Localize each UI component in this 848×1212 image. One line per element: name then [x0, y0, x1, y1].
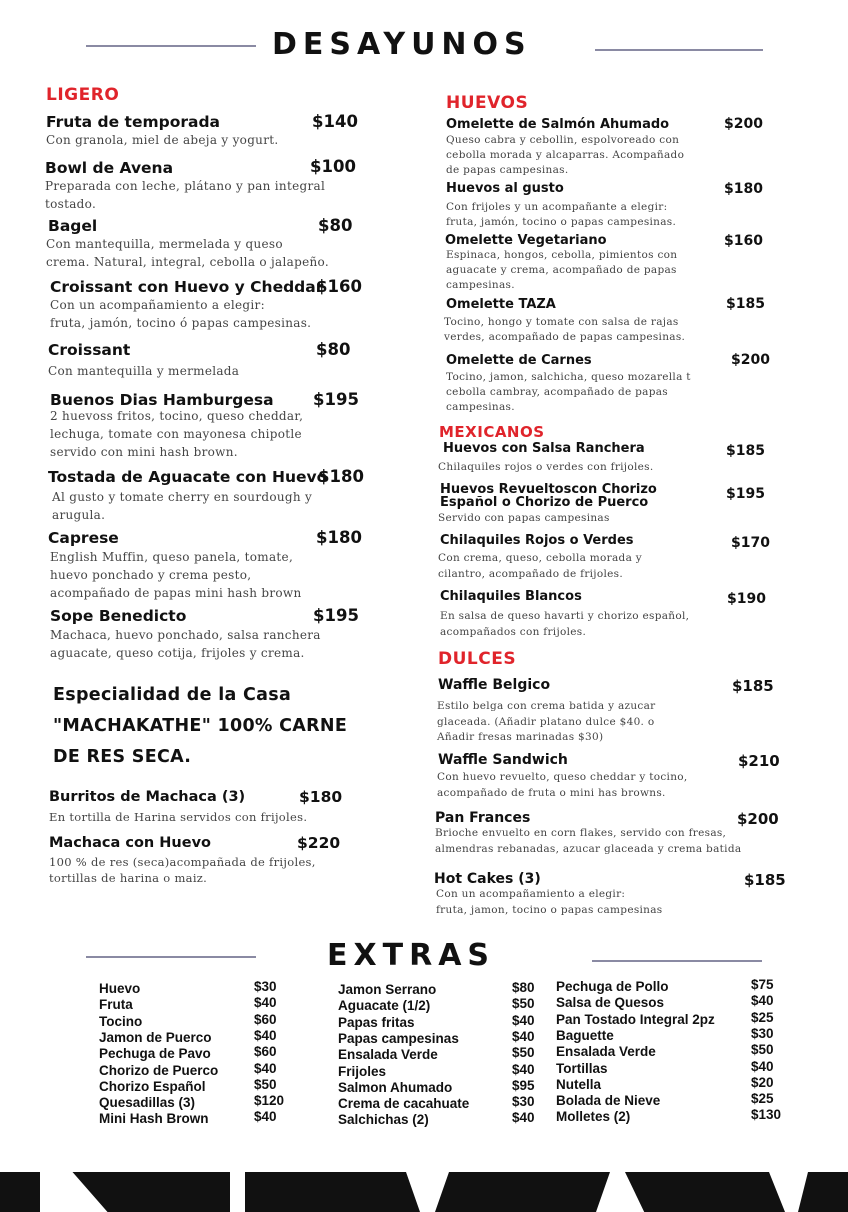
menu-item-price: $195	[313, 390, 359, 409]
extra-item-name: Papas campesinas	[338, 1030, 459, 1046]
menu-item-name: Huevos Revueltoscon Chorizo Español o Chorizo de Puerco	[440, 482, 657, 510]
menu-item-price: $185	[744, 871, 786, 889]
menu-item-name: Chilaquiles Blancos	[440, 589, 582, 604]
footer-stripe	[625, 1172, 785, 1212]
extra-item-price: $50	[751, 1042, 774, 1058]
footer-stripe	[0, 1172, 40, 1212]
extra-item-name: Aguacate (1/2)	[338, 998, 431, 1014]
extra-item-name: Pechuga de Pavo	[99, 1046, 211, 1062]
extra-item-price: $50	[512, 996, 535, 1012]
menu-item-description: Espinaca, hongos, cebolla, pimientos con aguacate y crema, acompañado de papas campesinas.	[446, 249, 678, 291]
section-dulces: DULCES	[438, 649, 517, 669]
menu-item-description: Servido con papas campesinas	[438, 512, 610, 524]
menu-item-description: Tocino, hongo y tomate con salsa de rajas verdes, acompañado de papas campesinas.	[444, 316, 686, 343]
extra-item-name: Molletes (2)	[556, 1109, 631, 1125]
section-ligero: LIGERO	[46, 85, 120, 105]
extra-item-name: Salsa de Quesos	[556, 995, 665, 1011]
extra-item-price: $40	[751, 1058, 774, 1074]
menu-item-description: Al gusto y tomate cherry en sourdough y arugula.	[52, 490, 313, 522]
menu-item-name: Bowl de Avena	[45, 159, 174, 177]
menu-item-price: $185	[732, 677, 774, 695]
menu-item-price: $80	[318, 216, 353, 235]
extra-item-price: $130	[751, 1107, 782, 1123]
menu-item-description: 100 % de res (seca)acompañada de frijoles, tortillas de harina o maiz.	[49, 855, 316, 885]
menu-item-description: Con un acompañamiento a elegir: fruta, jamon, tocino o papas campesinas	[436, 888, 663, 916]
menu-item-name: Hot Cakes (3)	[434, 871, 541, 887]
extra-item-name: Papas fritas	[338, 1014, 415, 1030]
menu-item-description: Chilaquiles rojos o verdes con frijoles.	[438, 461, 654, 473]
extras-title: EXTRAS	[327, 938, 496, 973]
menu-item-description: Preparada con leche, plátano y pan integral tostado.	[45, 179, 326, 211]
extras-rule-left	[86, 956, 256, 958]
menu-item-name: Machaca con Huevo	[49, 835, 211, 851]
extra-item-name: Ensalada Verde	[338, 1047, 438, 1063]
menu-item-name: Waffle Sandwich	[438, 752, 568, 768]
menu-item-name: Omelette Vegetariano	[445, 233, 607, 248]
footer-stripe	[55, 1172, 230, 1212]
menu-item-description: Con crema, queso, cebolla morada y cilantro, acompañado de frijoles.	[438, 552, 643, 580]
menu-item-description: English Muffin, queso panela, tomate, huevo ponchado y crema pesto, acompañado de papas mini hash brown	[50, 550, 302, 600]
menu-item-price: $170	[731, 535, 770, 551]
header-rule-left	[86, 45, 256, 47]
extra-item-price: $40	[512, 1061, 535, 1077]
extra-item-name: Chorizo Español	[99, 1078, 206, 1094]
menu-item-price: $185	[726, 296, 765, 312]
extra-item-name: Huevo	[99, 981, 141, 996]
menu-item-price: $190	[727, 591, 766, 607]
menu-item-name: Burritos de Machaca (3)	[49, 789, 246, 805]
menu-item-name: Fruta de temporada	[46, 113, 221, 131]
menu-item-name: Tostada de Aguacate con Huevo	[48, 468, 328, 486]
extras-rule-right	[592, 960, 762, 962]
menu-item-name: Croissant	[48, 341, 131, 359]
menu-item-name: Omelette de Carnes	[446, 353, 592, 368]
extra-item-price: $75	[751, 977, 774, 992]
extra-item-price: $30	[512, 1094, 535, 1110]
menu-item-description: Con granola, miel de abeja y yogurt.	[46, 133, 279, 147]
menu-item-name: Pan Frances	[435, 810, 531, 826]
menu-item-name: Bagel	[48, 217, 98, 235]
extra-item-price: $95	[512, 1077, 535, 1093]
extra-item-name: Chorizo de Puerco	[99, 1062, 219, 1078]
extra-item-name: Fruta	[99, 997, 133, 1013]
extra-item-name: Mini Hash Brown	[99, 1111, 209, 1127]
menu-item-name: Caprese	[48, 529, 119, 547]
extra-item-name: Jamon Serrano	[338, 982, 437, 997]
menu-item-description: Con un acompañamiento a elegir: fruta, jamón, tocino ó papas campesinas.	[50, 298, 312, 330]
section-mexicanos: MEXICANOS	[439, 423, 545, 441]
menu-item-price: $200	[724, 116, 763, 132]
menu-item-description: Queso cabra y cebollin, espolvoreado con cebolla morada y alcaparras. Acompañado de papas campesinas.	[446, 134, 685, 176]
menu-item-description: Con mantequilla, mermelada y queso crema. Natural, integral, cebolla o jalapeño.	[46, 237, 329, 269]
menu-item-description: En salsa de queso havarti y chorizo español, acompañados con frijoles.	[440, 610, 690, 638]
extra-item-price: $40	[512, 1012, 535, 1028]
extra-item-price: $25	[751, 1091, 774, 1107]
menu-item-price: $180	[318, 467, 364, 486]
menu-item-description: Con mantequilla y mermelada	[48, 364, 240, 378]
extra-item-name: Baguette	[556, 1027, 614, 1043]
menu-item-price: $160	[316, 277, 362, 296]
menu-item-description: 2 huevoss fritos, tocino, queso cheddar, lechuga, tomate con mayonesa chipotle servido con mini hash brown.	[50, 409, 304, 459]
menu-item-price: $160	[724, 233, 763, 249]
extra-item-name: Jamon de Puerco	[99, 1029, 212, 1045]
page-title: DESAYUNOS	[272, 27, 532, 62]
extra-item-price: $40	[254, 995, 277, 1011]
menu-item-price: $185	[726, 443, 765, 459]
menu-item-description: Brioche envuelto en corn flakes, servido con fresas, almendras rebanadas, azucar glaceada y crema batida	[435, 827, 742, 855]
menu-item-description: Estilo belga con crema batida y azucar glaceada. (Añadir platano dulce $40. o Añadir fresas marinadas $30)	[437, 700, 656, 743]
extra-item-name: Tocino	[99, 1013, 143, 1029]
extra-item-price: $40	[512, 1110, 535, 1126]
extra-item-price: $40	[254, 1027, 277, 1043]
menu-item-name: Waffle Belgico	[438, 677, 551, 693]
extra-item-name: Quesadillas (3)	[99, 1095, 196, 1111]
footer-stripe	[798, 1172, 848, 1212]
extra-item-price: $40	[254, 1060, 277, 1076]
extra-item-price: $120	[254, 1093, 285, 1109]
menu-item-description: Con huevo revuelto, queso cheddar y tocino, acompañado de fruta o mini has browns.	[437, 771, 688, 799]
menu-item-name: Huevos al gusto	[446, 181, 564, 196]
extra-item-price: $40	[512, 1028, 535, 1044]
extra-item-name: Pechuga de Pollo	[556, 979, 669, 994]
extra-item-name: Tortillas	[556, 1060, 608, 1076]
footer-stripe	[245, 1172, 420, 1212]
menu-item-name: Croissant con Huevo y Cheddar	[50, 278, 324, 296]
extra-item-name: Crema de cacahuate	[338, 1096, 470, 1112]
menu-item-price: $200	[731, 352, 770, 368]
menu-item-price: $80	[316, 340, 351, 359]
menu-item-price: $180	[316, 528, 362, 547]
menu-item-price: $220	[297, 834, 341, 852]
extra-item-price: $60	[254, 1011, 277, 1027]
specialty-heading: Especialidad de la Casa "MACHAKATHE" 100% CARNE DE RES SECA.	[53, 685, 348, 767]
menu-item-price: $195	[726, 486, 765, 502]
section-huevos: HUEVOS	[446, 93, 529, 113]
menu-item-name: Omelette TAZA	[446, 297, 556, 312]
menu-item-price: $210	[738, 752, 780, 770]
extra-item-price: $50	[254, 1076, 277, 1092]
menu-item-price: $140	[312, 112, 358, 131]
menu-item-name: Chilaquiles Rojos o Verdes	[440, 533, 634, 548]
menu-item-description: Con frijoles y un acompañante a elegir: fruta, jamón, tocino o papas campesinas.	[446, 201, 677, 228]
menu-item-price: $180	[724, 181, 763, 197]
extra-item-price: $30	[254, 979, 277, 994]
menu-item-name: Sope Benedicto	[50, 607, 187, 625]
footer-stripe	[435, 1172, 610, 1212]
extra-item-price: $30	[751, 1025, 774, 1041]
header-rule-right	[595, 49, 763, 51]
menu-item-name: Buenos Dias Hamburgesa	[50, 391, 274, 409]
extra-item-price: $60	[254, 1044, 277, 1060]
extra-item-name: Frijoles	[338, 1063, 387, 1079]
extra-item-name: Nutella	[556, 1076, 602, 1092]
menu-item-price: $195	[313, 606, 359, 625]
extra-item-name: Bolada de Nieve	[556, 1093, 661, 1109]
extra-item-price: $40	[254, 1109, 277, 1125]
menu-item-price: $180	[299, 788, 343, 806]
menu-item-name: Omelette de Salmón Ahumado	[446, 117, 670, 132]
extra-item-price: $50	[512, 1045, 535, 1061]
menu-item-description: Machaca, huevo ponchado, salsa ranchera aguacate, queso cotija, frijoles y crema.	[50, 628, 321, 660]
extra-item-name: Ensalada Verde	[556, 1044, 656, 1060]
extra-item-price: $40	[751, 993, 774, 1009]
extra-item-name: Salchichas (2)	[338, 1112, 429, 1128]
extra-item-name: Pan Tostado Integral 2pz	[556, 1011, 715, 1027]
extra-item-price: $80	[512, 980, 535, 995]
menu-item-description: Tocino, jamon, salchicha, queso mozarella t cebolla cambray, acompañado de papas campesinas.	[446, 371, 691, 413]
menu-item-price: $200	[737, 810, 779, 828]
menu-item-name: Huevos con Salsa Ranchera	[443, 441, 645, 456]
extra-item-price: $25	[751, 1009, 774, 1025]
menu-item-price: $100	[310, 157, 356, 176]
menu-item-description: En tortilla de Harina servidos con frijoles.	[49, 810, 308, 824]
extra-item-price: $20	[751, 1074, 774, 1090]
extra-item-name: Salmon Ahumado	[338, 1079, 453, 1095]
